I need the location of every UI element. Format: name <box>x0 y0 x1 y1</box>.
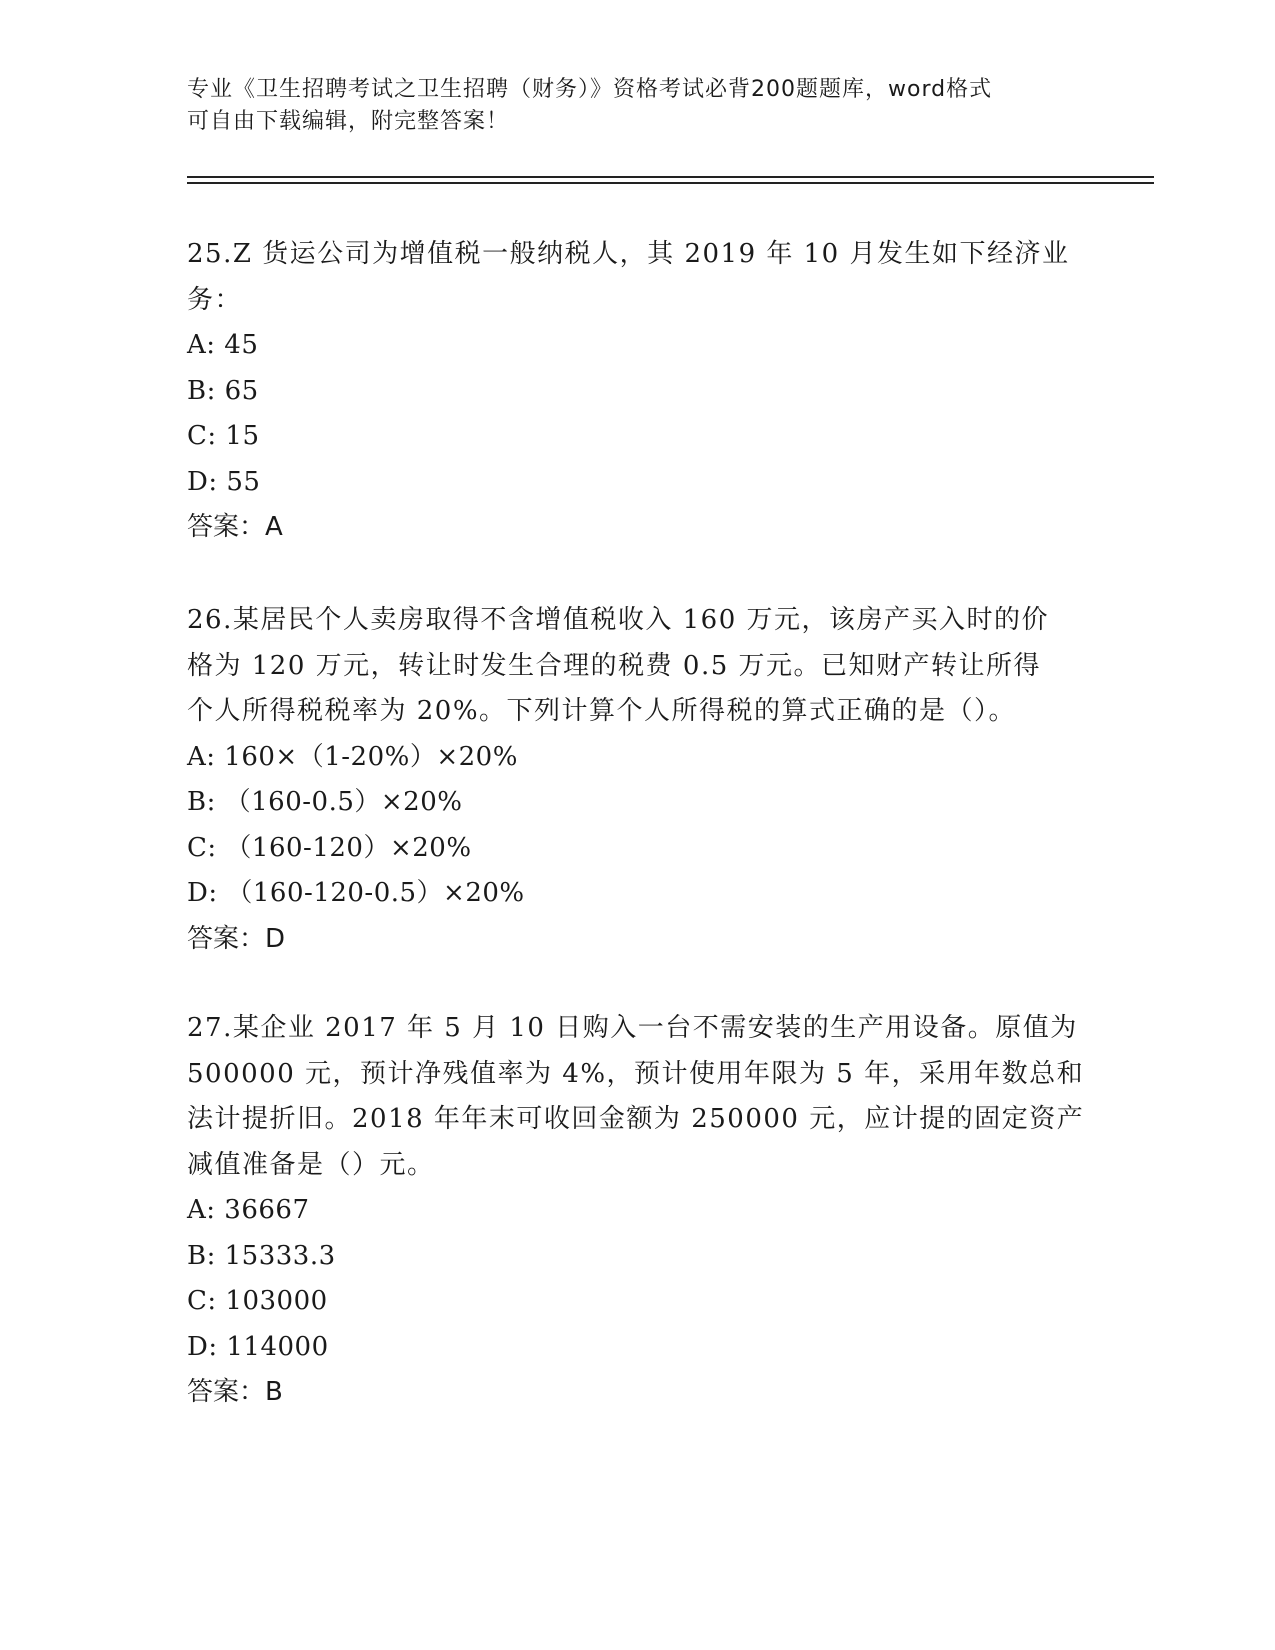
question-text-line: 法计提折旧。2018 年年末可收回金额为 250000 元，应计提的固定资产 <box>187 1104 1085 1134</box>
question-26 <box>187 598 1087 962</box>
option-d: D: 55 <box>187 466 261 497</box>
header-divider-bottom <box>187 182 1154 184</box>
question-text-line: 25.Z 货运公司为增值税一般纳税人，其 2019 年 10 月发生如下经济业 <box>187 239 1070 269</box>
option-a: A: 45 <box>187 330 259 360</box>
question-text-line: 格为 120 万元，转让时发生合理的税费 0.5 万元。已知财产转让所得 <box>187 650 1042 681</box>
question-text-line: 个人所得税税率为 20%。下列计算个人所得税的算式正确的是（）。 <box>187 696 1017 726</box>
question-text-line: 减值准备是（）元。 <box>187 1149 435 1180</box>
answer-line: 答案：B <box>187 1377 283 1407</box>
question-text-line: 务： <box>187 284 243 315</box>
option-a: A: 36667 <box>187 1195 310 1225</box>
answer-line: 答案：D <box>187 923 286 954</box>
option-d: D: 114000 <box>187 1331 329 1362</box>
option-a: A: 160×（1-20%）×20% <box>187 741 518 772</box>
option-c: C: 103000 <box>187 1286 328 1316</box>
question-27 <box>187 1006 1087 1416</box>
option-b: B: 15333.3 <box>187 1240 336 1271</box>
document-header <box>187 74 1067 138</box>
option-c: C: 15 <box>187 421 260 451</box>
answer-line: 答案：A <box>187 512 283 542</box>
question-text-line: 500000 元，预计净残值率为 4%，预计使用年限为 5 年，采用年数总和 <box>187 1058 1085 1089</box>
question-25 <box>187 232 1087 551</box>
header-title-line-1: 专业《卫生招聘考试之卫生招聘（财务）》资格考试必背200题题库，word格式 <box>187 77 993 102</box>
question-text-line: 26.某居民个人卖房取得不含增值税收入 160 万元，该房产买入时的价 <box>187 605 1050 635</box>
option-c: C: （160-120）×20% <box>187 832 472 863</box>
option-b: B: 65 <box>187 375 259 406</box>
header-title-line-2: 可自由下载编辑，附完整答案！ <box>187 109 510 134</box>
question-text-line: 27.某企业 2017 年 5 月 10 日购入一台不需安装的生产用设备。原值为 <box>187 1013 1078 1043</box>
header-divider-top <box>187 176 1154 178</box>
option-b: B: （160-0.5）×20% <box>187 787 463 817</box>
option-d: D: （160-120-0.5）×20% <box>187 878 525 908</box>
